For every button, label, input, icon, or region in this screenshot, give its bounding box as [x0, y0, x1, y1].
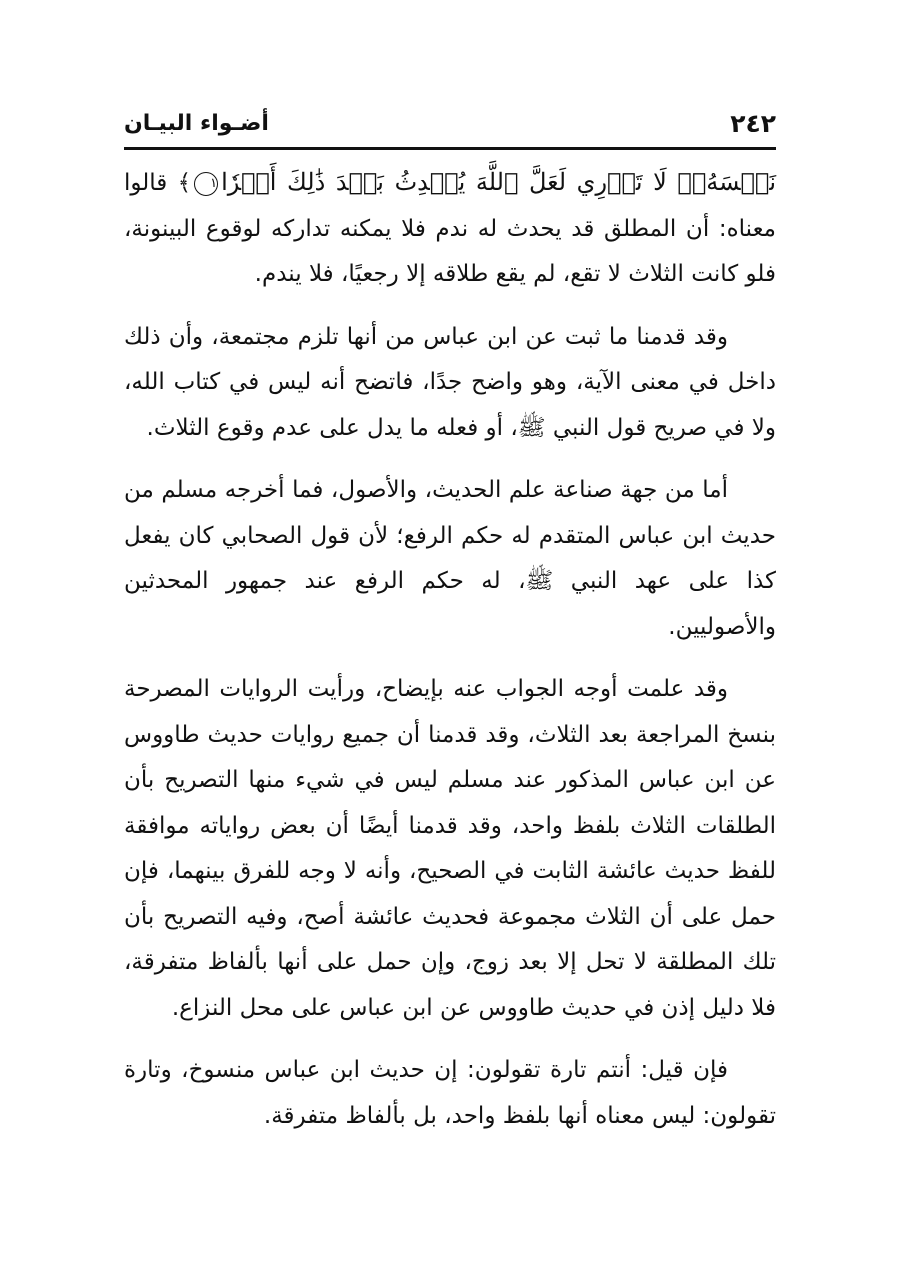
paragraph-5: فإن قيل: أنتم تارة تقولون: إن حديث ابن عباس منسوخ، وتارة تقولون: ليس معناه أنها بلفظ واحد، بل بألفاظ متفرقة.	[124, 1057, 776, 1129]
header-rule	[124, 147, 776, 150]
verse-number-marker: ١	[194, 172, 218, 196]
paragraph-2: وقد قدمنا ما ثبت عن ابن عباس من أنها تلزم مجتمعة، وأن ذلك داخل في معنى الآية، وهو واضح جدًا، فاتضح أنه ليس في كتاب الله، ولا في صريح قول النبي ﷺ، أو فعله ما يدل على عدم وقوع الثلاث.	[124, 323, 776, 441]
page-header	[124, 100, 776, 146]
body-text	[124, 160, 776, 1156]
verse-closing-brace: ﴾	[177, 170, 192, 196]
paragraph-3: أما من جهة صناعة علم الحديث، والأصول، فما أخرجه مسلم من حديث ابن عباس المتقدم له حكم الرفع؛ لأن قول الصحابي كان يفعل كذا على عهد النبي ﷺ، له حكم الرفع عند جمهور المحدثين والأصوليين.	[124, 477, 776, 640]
quran-verse: نَفۡسَهُۥۚ لَا تَدۡرِي لَعَلَّ ٱللَّهَ يُحۡدِثُ بَعۡدَ ذَٰلِكَ أَمۡرٗا	[221, 168, 777, 196]
page-number: ٢٤٢	[730, 108, 776, 138]
paragraph-1-text: قالوا معناه: أن المطلق قد يحدث له ندم فلا يمكنه تداركه لوقوع البينونة، فلو كانت الثلاث لا تقع، لم يقع طلاقه إلا رجعيًا، فلا يندم.	[124, 170, 776, 287]
paragraph-1	[124, 160, 776, 298]
running-title: أضـواء البيـان	[124, 110, 269, 136]
paragraph-4: وقد علمت أوجه الجواب عنه بإيضاح، ورأيت الروايات المصرحة بنسخ المراجعة بعد الثلاث، وقد قدمنا أن جميع روايات حديث طاووس عن ابن عباس المذكور عند مسلم ليس في شيء منها التصريح بأن الطلقات الثلاث بلفظ واحد، وقد قدمنا أيضًا أن بعض رواياته موافقة للفظ حديث عائشة الثابت في الصحيح، وأنه لا وجه للفرق بينهما، فإن حمل على أن الثلاث مجموعة فحديث عائشة أصح، وفيه التصريح بأن تلك المطلقة لا تحل إلا بعد زوج، وإن حمل على أنها بألفاظ متفرقة، فلا دليل إذن في حديث طاووس عن ابن عباس على محل النزاع.	[124, 676, 776, 1021]
